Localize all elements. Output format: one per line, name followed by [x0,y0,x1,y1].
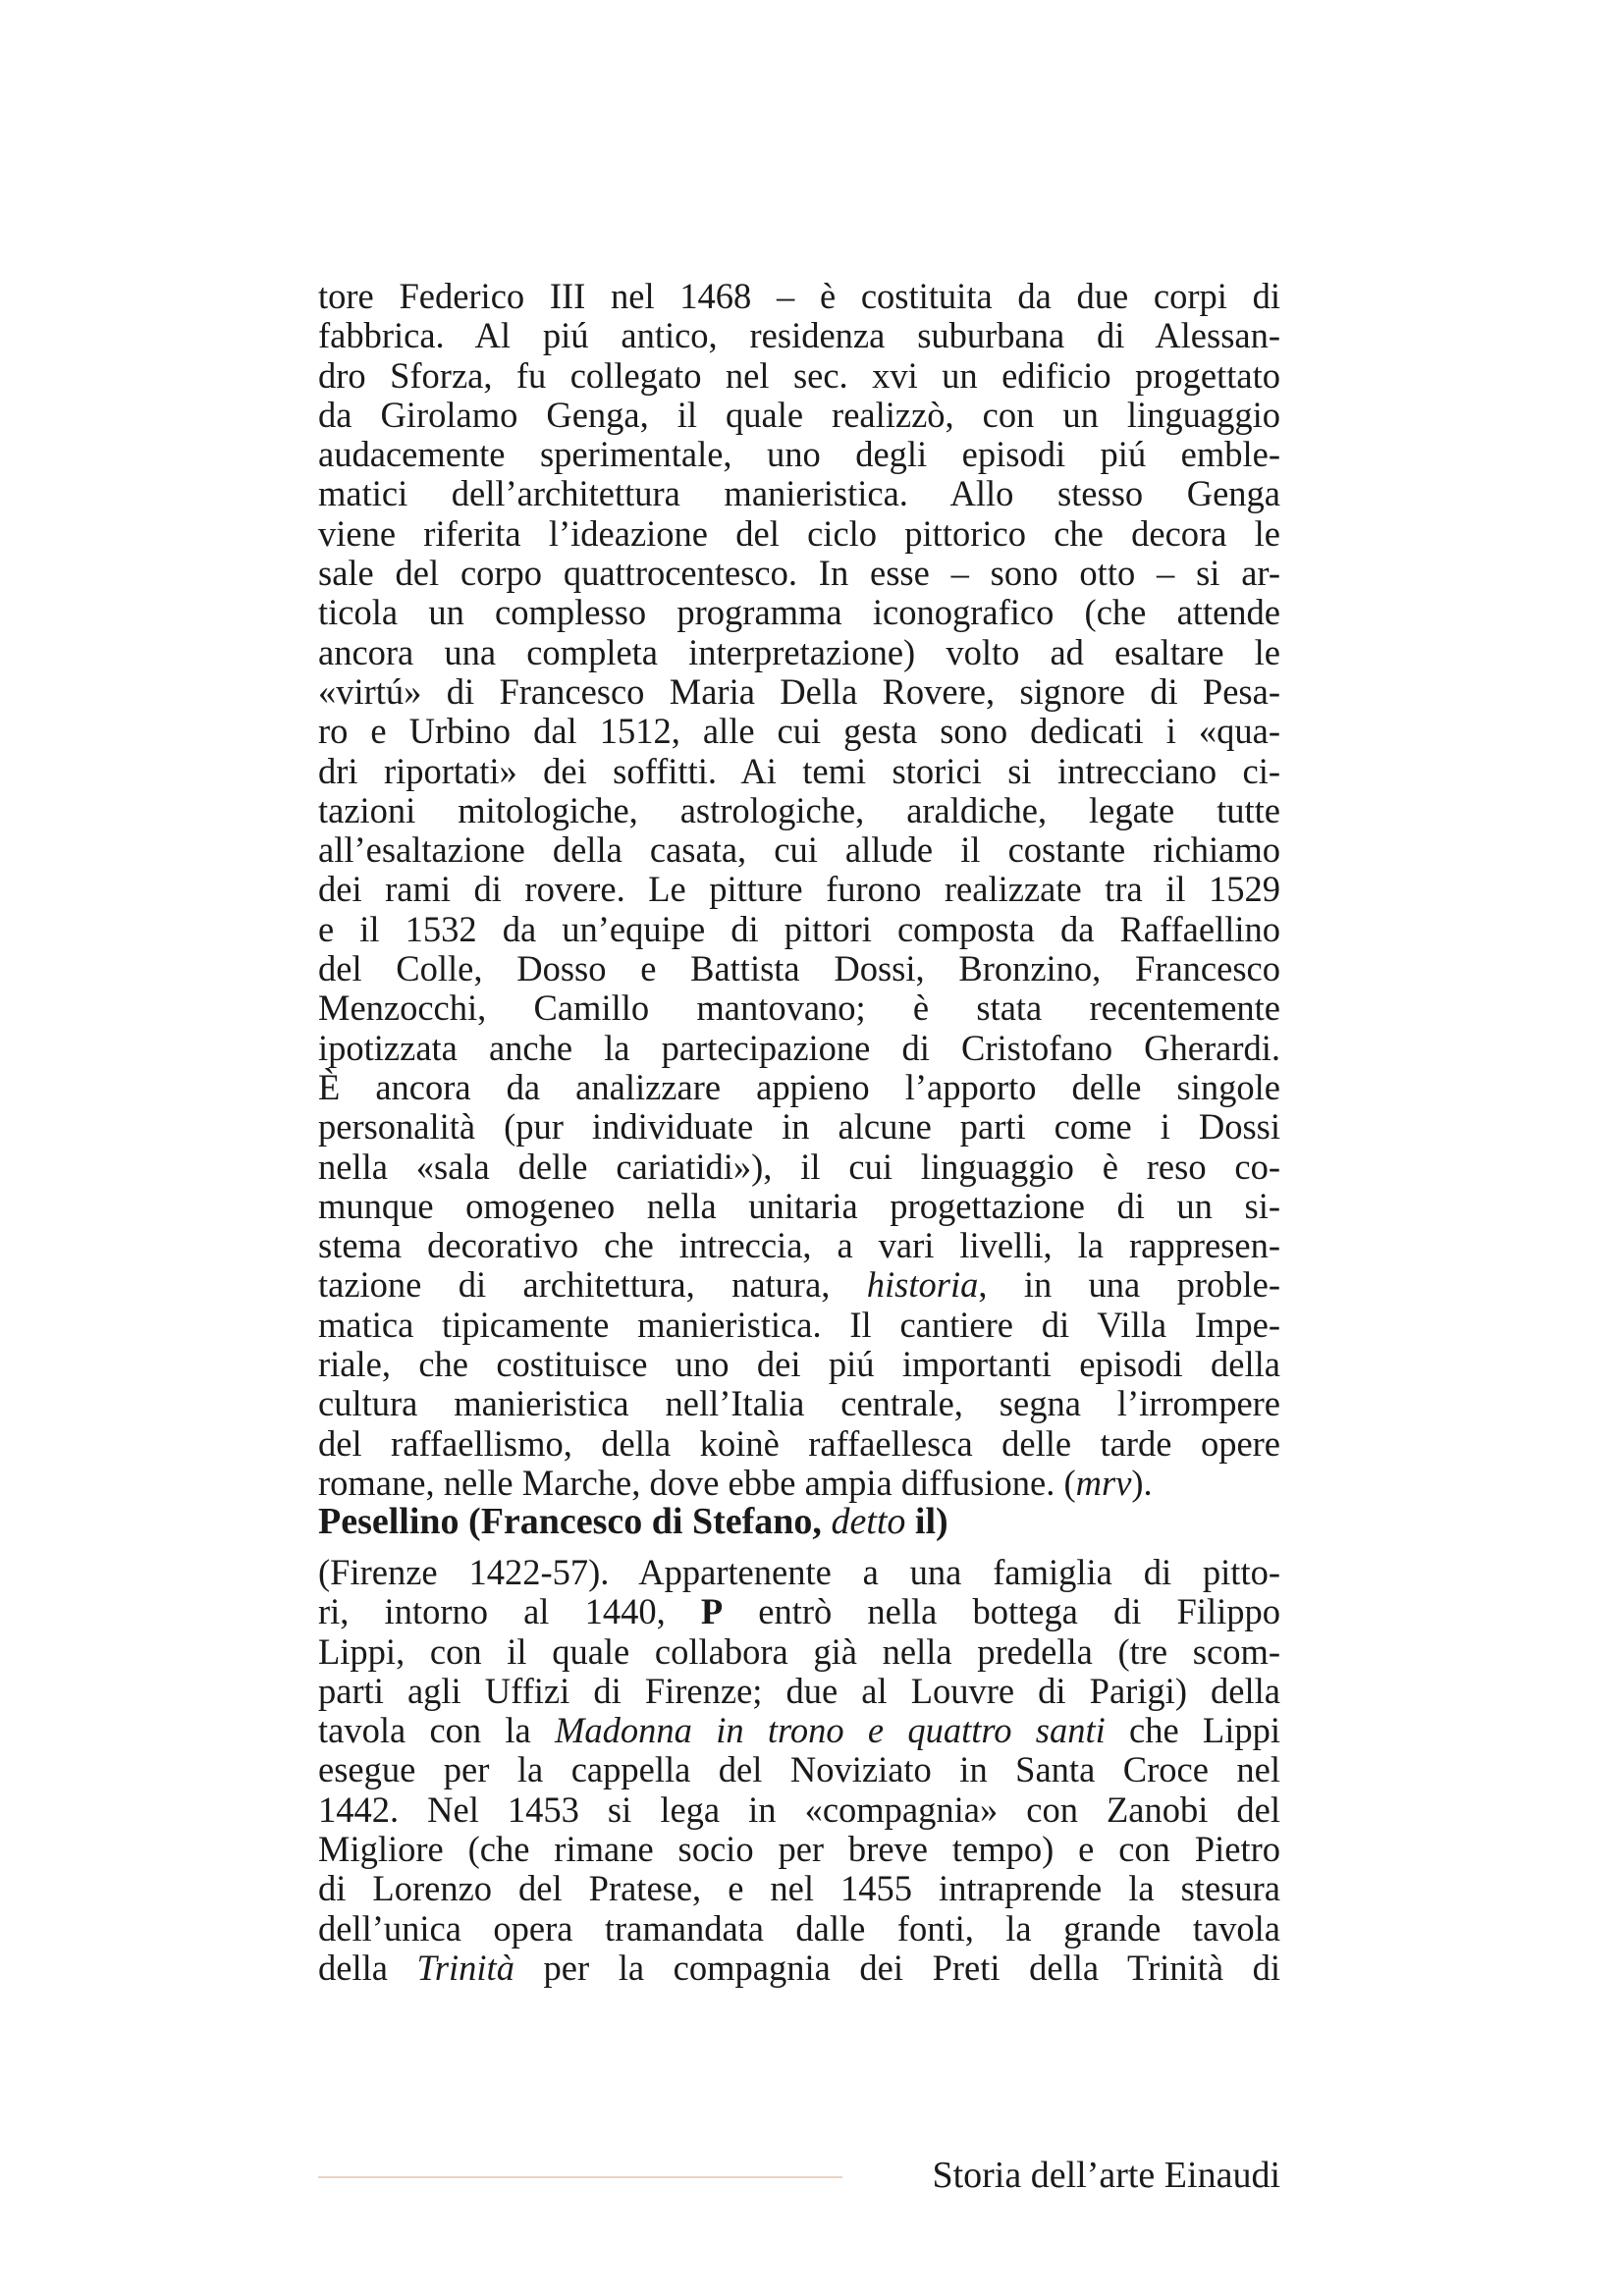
text-line: cultura manieristica nell’Italia centrale, segna l’irrompere [318,1383,1280,1424]
text-line: munque omogeneo nella unitaria progettazione di un si- [318,1185,1280,1226]
text-run: entrò nella bottega di Filippo [723,1591,1280,1632]
text-line: ancora una completa interpretazione) volto ad esaltare le [318,631,1280,672]
body-text-continued [318,277,1280,1503]
text-run: tavola con la [318,1710,556,1751]
text-line: 1442. Nel 1453 si lega in «compagnia» con Zanobi del [318,1789,1280,1830]
text-line: stema decorativo che intreccia, a vari livelli, la rappresen- [318,1225,1280,1266]
footer-publisher: Storia dell’arte Einaudi [932,2155,1280,2196]
text-run: romane, nelle Marche, dove ebbe ampia diffusione. ( [318,1462,1076,1503]
text-run: che Lippi [1105,1710,1280,1751]
text-line: all’esaltazione della casata, cui allude il costante richiamo [318,829,1280,871]
author-initials: mrv [1075,1462,1132,1503]
text-line: audacemente sperimentale, uno degli episodi piú emble- [318,434,1280,475]
text-line: viene riferita l’ideazione del ciclo pittorico che decora le [318,512,1280,554]
text-line: Migliore (che rimane socio per breve tempo) e con Pietro [318,1829,1280,1870]
text-run: , in una proble- [978,1264,1280,1306]
text-line: tazioni mitologiche, astrologiche, araldiche, legate tutte [318,789,1280,830]
text-line: di Lorenzo del Pratese, e nel 1455 intraprende la stesura [318,1868,1280,1909]
text-line: «virtú» di Francesco Maria Della Rovere, signore di Pesa- [318,670,1280,712]
text-line: e il 1532 da un’equipe di pittori composta da Raffaellino [318,908,1280,949]
text-line: ticola un complesso programma iconografico (che attende [318,592,1280,633]
text-run: per la compagnia dei Preti della Trinità di [514,1947,1281,1988]
text-line: dei rami di rovere. Le pitture furono realizzate tra il 1529 [318,869,1280,910]
text-line: del raffaellismo, della koinè raffaellesca delle tarde opere [318,1422,1280,1464]
heading-run: Pesellino (Francesco di Stefano, [318,1501,832,1542]
text-line: ipotizzata anche la partecipazione di Cristofano Gherardi. [318,1027,1280,1068]
text-line: ro e Urbino dal 1512, alle cui gesta sono dedicati i «qua- [318,711,1280,752]
text-line: nella «sala delle cariatidi»), il cui linguaggio è reso co- [318,1146,1280,1187]
text-line: riale, che costituisce uno dei piú importanti episodi della [318,1344,1280,1385]
text-line: parti agli Uffizi di Firenze; due al Louvre di Parigi) della [318,1670,1280,1711]
entry-heading [318,1500,948,1543]
text-line: dell’unica opera tramandata dalle fonti, la grande tavola [318,1907,1280,1949]
artwork-title: Trinità [416,1947,514,1988]
text-line [318,1592,1280,1631]
text-line: personalità (pur individuate in alcune parti come i Dossi [318,1106,1280,1148]
text-line: da Girolamo Genga, il quale realizzò, con un linguaggio [318,394,1280,435]
text-line: È ancora da analizzare appieno l’apporto delle singole [318,1066,1280,1107]
text-line: Lippi, con il quale collabora già nella predella (tre scom- [318,1630,1280,1672]
text-line: sale del corpo quattrocentesco. In esse – sono otto – si ar- [318,553,1280,594]
text-line: dro Sforza, fu collegato nel sec. xvi un edificio progettato [318,354,1280,396]
text-line: esegue per la cappella del Noviziato in Santa Croce nel [318,1749,1280,1790]
text-run: tazione di architettura, natura, [318,1264,867,1306]
text-line [318,1265,1280,1305]
italic-term: historia [866,1264,979,1306]
text-line [318,1464,1280,1503]
text-line: matici dell’architettura manieristica. Allo stesso Genga [318,473,1280,514]
text-run: ). [1131,1462,1153,1503]
footer-rule [318,2176,842,2178]
text-run: della [318,1947,417,1988]
text-line: (Firenze 1422-57). Appartenente a una famiglia di pitto- [318,1552,1280,1592]
text-line: Menzocchi, Camillo mantovano; è stata recentemente [318,988,1280,1029]
text-line [318,1949,1280,1988]
text-line: fabbrica. Al piú antico, residenza suburbana di Alessan- [318,315,1280,356]
text-line [318,1711,1280,1750]
text-line: matica tipicamente manieristica. Il cantiere di Villa Impe- [318,1304,1280,1345]
heading-run: il) [905,1501,948,1542]
heading-italic: detto [831,1501,906,1542]
text-line: dri riportati» dei soffitti. Ai temi storici si intrecciano ci- [318,750,1280,791]
entry-body-text [318,1553,1280,1988]
text-run: ri, intorno al 1440, [318,1591,701,1632]
text-line: tore Federico III nel 1468 – è costituita da due corpi di [318,276,1280,316]
artwork-title: Madonna in trono e quattro santi [555,1710,1106,1751]
text-line: del Colle, Dosso e Battista Dossi, Bronzino, Francesco [318,948,1280,989]
bold-abbrev: P [700,1591,724,1632]
